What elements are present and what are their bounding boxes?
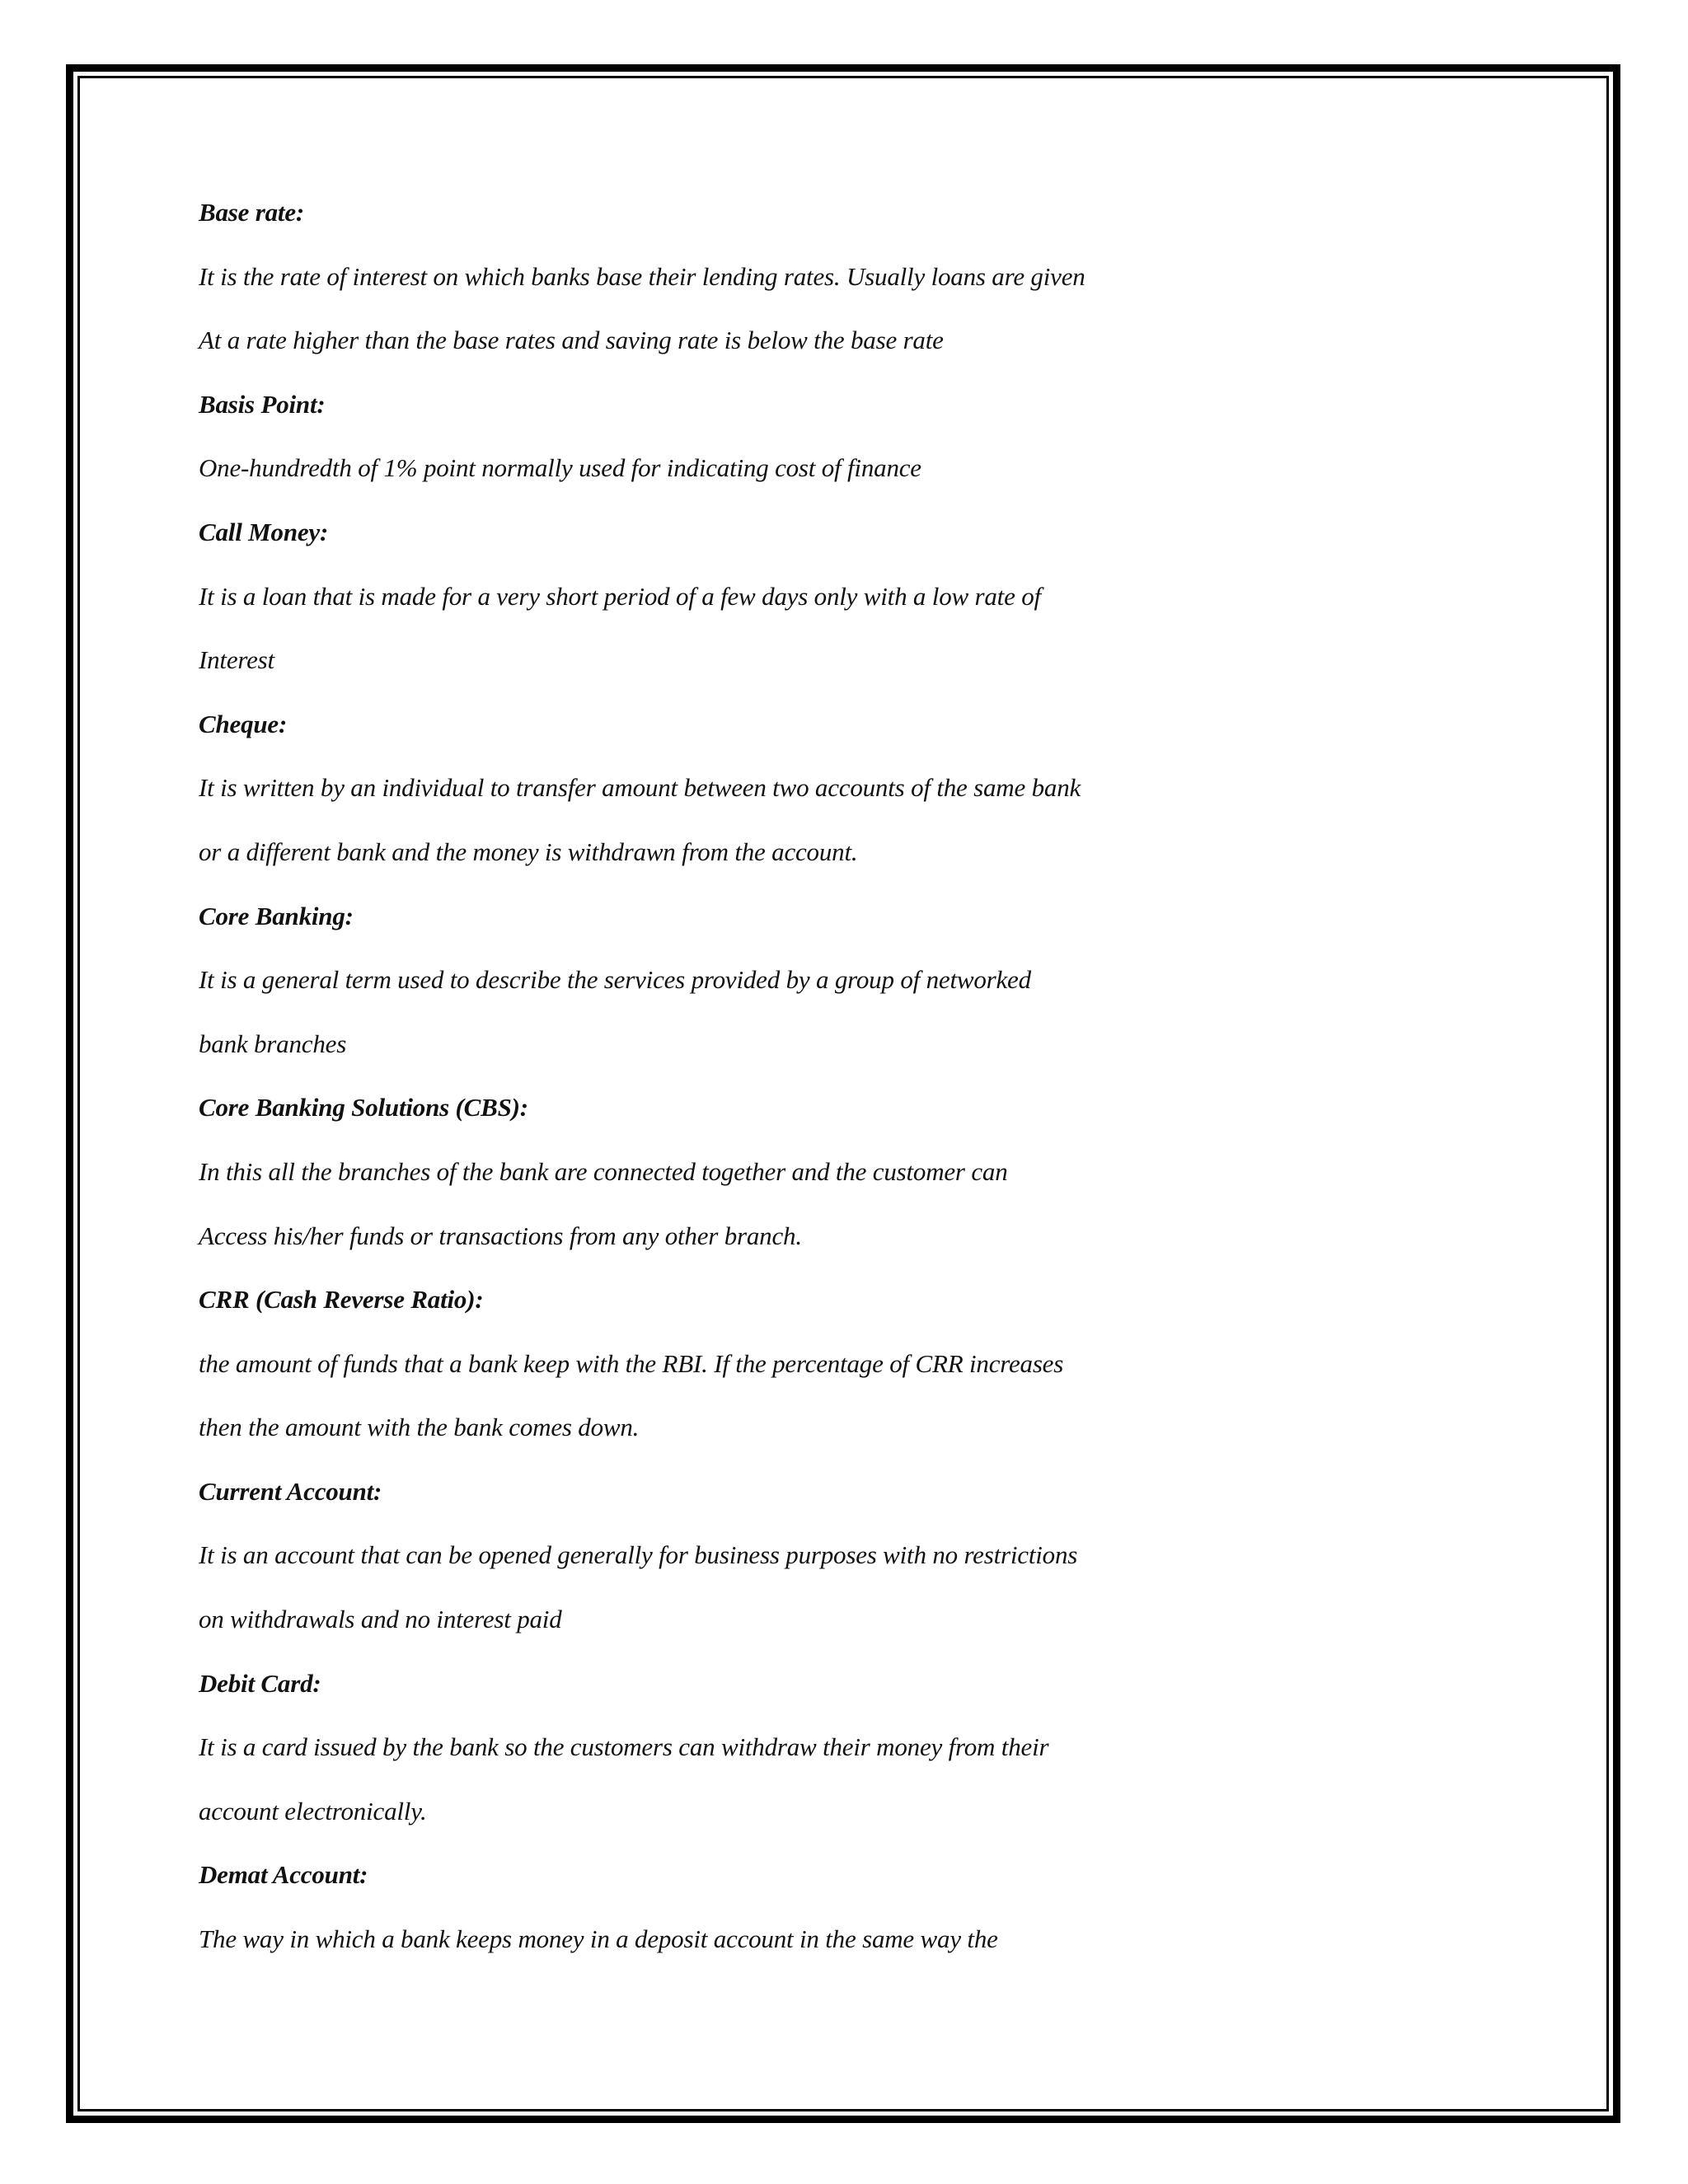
glossary-term: Base rate: (199, 198, 305, 227)
glossary-definition-line: It is a general term used to describe the services provided by a group of networked (199, 965, 1031, 995)
glossary-definition-line: It is a loan that is made for a very short period of a few days only with a low rate of (199, 581, 1041, 611)
glossary-term: Current Account: (199, 1476, 382, 1506)
glossary-term: Demat Account: (199, 1860, 368, 1890)
glossary-definition-line: on withdrawals and no interest paid (199, 1605, 562, 1634)
glossary-definition-line: bank branches (199, 1029, 347, 1058)
glossary-definition-line: the amount of funds that a bank keep with the RBI. If the percentage of CRR increases (199, 1348, 1064, 1378)
glossary-term: CRR (Cash Reverse Ratio): (199, 1285, 484, 1315)
glossary-definition-line: It is written by an individual to transfer amount between two accounts of the same bank (199, 773, 1081, 803)
glossary-definition-line: It is an account that can be opened generally for business purposes with no restrictions (199, 1540, 1078, 1570)
glossary-content (199, 193, 1484, 1984)
glossary-definition-line: The way in which a bank keeps money in a deposit account in the same way the (199, 1924, 998, 1954)
glossary-term: Cheque: (199, 709, 288, 738)
glossary-definition-line: then the amount with the bank comes down. (199, 1413, 640, 1442)
glossary-definition-line: At a rate higher than the base rates and saving rate is below the base rate (199, 326, 944, 355)
glossary-term: Core Banking: (199, 901, 354, 930)
glossary-definition-line: In this all the branches of the bank are connected together and the customer can (199, 1156, 1008, 1186)
glossary-definition-line: One-hundredth of 1% point normally used for indicating cost of finance (199, 453, 921, 483)
glossary-definition-line: Interest (199, 645, 274, 675)
glossary-term: Debit Card: (199, 1668, 321, 1698)
glossary-definition-line: account electronically. (199, 1796, 427, 1825)
glossary-definition-line: Access his/her funds or transactions from any other branch. (199, 1221, 802, 1250)
glossary-term: Basis Point: (199, 389, 326, 419)
glossary-term: Core Banking Solutions (CBS): (199, 1093, 528, 1122)
glossary-definition-line: or a different bank and the money is withdrawn from the account. (199, 837, 858, 866)
glossary-definition-line: It is the rate of interest on which banks base their lending rates. Usually loans are given (199, 261, 1085, 291)
glossary-term: Call Money: (199, 517, 329, 546)
glossary-definition-line: It is a card issued by the bank so the customers can withdraw their money from their (199, 1732, 1049, 1762)
